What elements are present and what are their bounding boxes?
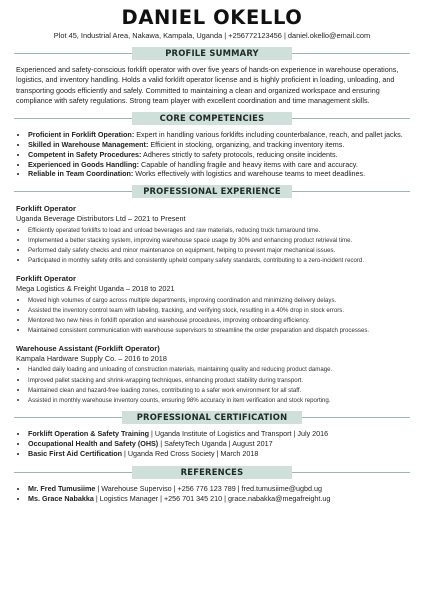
item-title: Proficient in Forklift Operation: [28, 130, 135, 140]
section-heading: PROFESSIONAL EXPERIENCE [132, 185, 292, 198]
item-title: Ms. Grace Nabakka [28, 493, 94, 503]
list-item [28, 130, 410, 140]
item-title: Mr. Fred Tumusiime [28, 483, 96, 493]
certification-list [14, 429, 410, 460]
job-duties-list [14, 295, 410, 335]
item-title: Occupational Health and Safety (OHS) [28, 439, 159, 449]
job-employer-dates: Kampala Hardware Supply Co. – 2016 to 2018 [16, 353, 167, 363]
section-heading: PROFESSIONAL CERTIFICATION [122, 411, 302, 424]
list-item [28, 169, 410, 179]
item-text: Works effectively with logistics and warehouse teams to meet deadlines. [133, 169, 366, 179]
list-item [28, 150, 410, 160]
candidate-name: DANIEL OKELLO [121, 6, 303, 29]
item-text: | Logistics Manager | +256 701 345 210 | grace.nabakka@megafreight.ug [93, 493, 331, 503]
item-title: Skilled in Warehouse Management: [28, 139, 149, 149]
list-item: • Implemented a better stacking system, improving warehouse space usage by 30% and enhancing product retrieval time. [28, 235, 410, 245]
list-item: • Handled daily loading and unloading of construction materials, maintaining quality and reducing product damage. [28, 364, 410, 374]
list-item [28, 160, 410, 170]
list-item: • Mentored two new hires in forklift operation and warehouse procedures, improving onboarding efficiency. [28, 315, 410, 325]
list-item [28, 484, 410, 494]
item-text: Capable of handling fragile and heavy items with care and accuracy. [139, 159, 358, 169]
list-item: • Performed daily safety checks and minor maintenance on equipment, helping to prevent major mechanical issues. [28, 245, 410, 255]
item-title: Forklift Operation & Safety Training [28, 428, 150, 438]
section-heading: PROFILE SUMMARY [132, 47, 292, 60]
item-text: Adheres strictly to safety protocols, reducing onsite incidents. [141, 149, 338, 159]
list-item: • Maintained consistent communication with warehouse supervisors to streamline the order preparation and dispatch processes. [28, 325, 410, 335]
item-text: Efficient in stocking, organizing, and tracking inventory items. [148, 139, 345, 149]
list-item: • Assisted in monthly warehouse inventory counts, ensuring 98% accuracy in item verification and stock reporting. [28, 395, 410, 405]
section-professional-certification [14, 411, 410, 424]
job-employer-dates: Mega Logistics & Freight Uganda – 2018 to 2021 [16, 284, 175, 294]
job-title: Warehouse Assistant (Forklift Operator) [16, 343, 160, 353]
job-employer-dates: Uganda Beverage Distributors Ltd – 2021 to Present [16, 214, 186, 224]
job-duties-list [14, 364, 410, 404]
item-text: | SafetyTech Uganda | August 2017 [158, 439, 273, 449]
item-text: | Uganda Institute of Logistics and Transport | July 2016 [149, 428, 329, 438]
section-heading: CORE COMPETENCIES [132, 112, 292, 125]
list-item [28, 494, 410, 504]
list-item: • Improved pallet stacking and shrink-wrapping techniques, enhancing product stability during transport. [28, 375, 410, 385]
list-item: • Moved high volumes of cargo across multiple departments, improving coordination and minimizing delivery delays. [28, 295, 410, 305]
list-item: • Efficiently operated forklifts to load and unload beverages and raw materials, reducing truck turnaround time. [28, 225, 410, 235]
section-heading: REFERENCES [132, 466, 292, 479]
item-title: Reliable in Team Coordination: [28, 169, 134, 179]
item-text: | Warehouse Superviso | +256 776 123 789 | fred.tumusiime@ugbd.ug [95, 483, 322, 493]
list-item [28, 140, 410, 150]
contact-line: Plot 45, Industrial Area, Nakawa, Kampala, Uganda | +256772123456 | daniel.okello@email.com [53, 31, 371, 40]
item-title: Experienced in Goods Handling: [28, 159, 140, 169]
section-references [14, 466, 410, 479]
item-text: Expert in handling various forklifts including counterbalance, reach, and pallet jacks. [134, 130, 403, 140]
job-title: Forklift Operator [16, 204, 76, 214]
list-item: • Participated in monthly safety drills and consistently upheld company safety standards, contributing to a zero-incident record. [28, 255, 410, 265]
job-title: Forklift Operator [16, 274, 76, 284]
item-text: | Uganda Red Cross Society | March 2018 [122, 449, 259, 459]
job-duties-list [14, 225, 410, 265]
section-professional-experience [14, 185, 410, 198]
list-item [28, 449, 410, 459]
section-core-competencies [14, 112, 410, 125]
item-title: Basic First Aid Certification [28, 449, 122, 459]
list-item [28, 439, 410, 449]
profile-summary-text: Experienced and safety-conscious forklift operator with over five years of hands-on experience in warehouse operations, logistics, and inventory handling. Holds a valid forklift operator license and is highly proficient in loading, unloading, and transporting goods efficiently and safely. Committed to maintaining a clean and organized workspace and ensuring compliance with safety regulations. Strong team player with excellent coordination and time management skills. [16, 65, 399, 105]
list-item: • Maintained clean and hazard-free loading zones, contributing to a safer work environment for all staff. [28, 385, 410, 395]
section-profile-summary [14, 47, 410, 60]
competencies-list [14, 130, 410, 179]
list-item: • Assisted the inventory control team with labeling, tracking, and verifying stock, resulting in a 40% drop in stock errors. [28, 305, 410, 315]
item-title: Competent in Safety Procedures: [28, 149, 142, 159]
references-list [14, 484, 410, 505]
list-item [28, 429, 410, 439]
